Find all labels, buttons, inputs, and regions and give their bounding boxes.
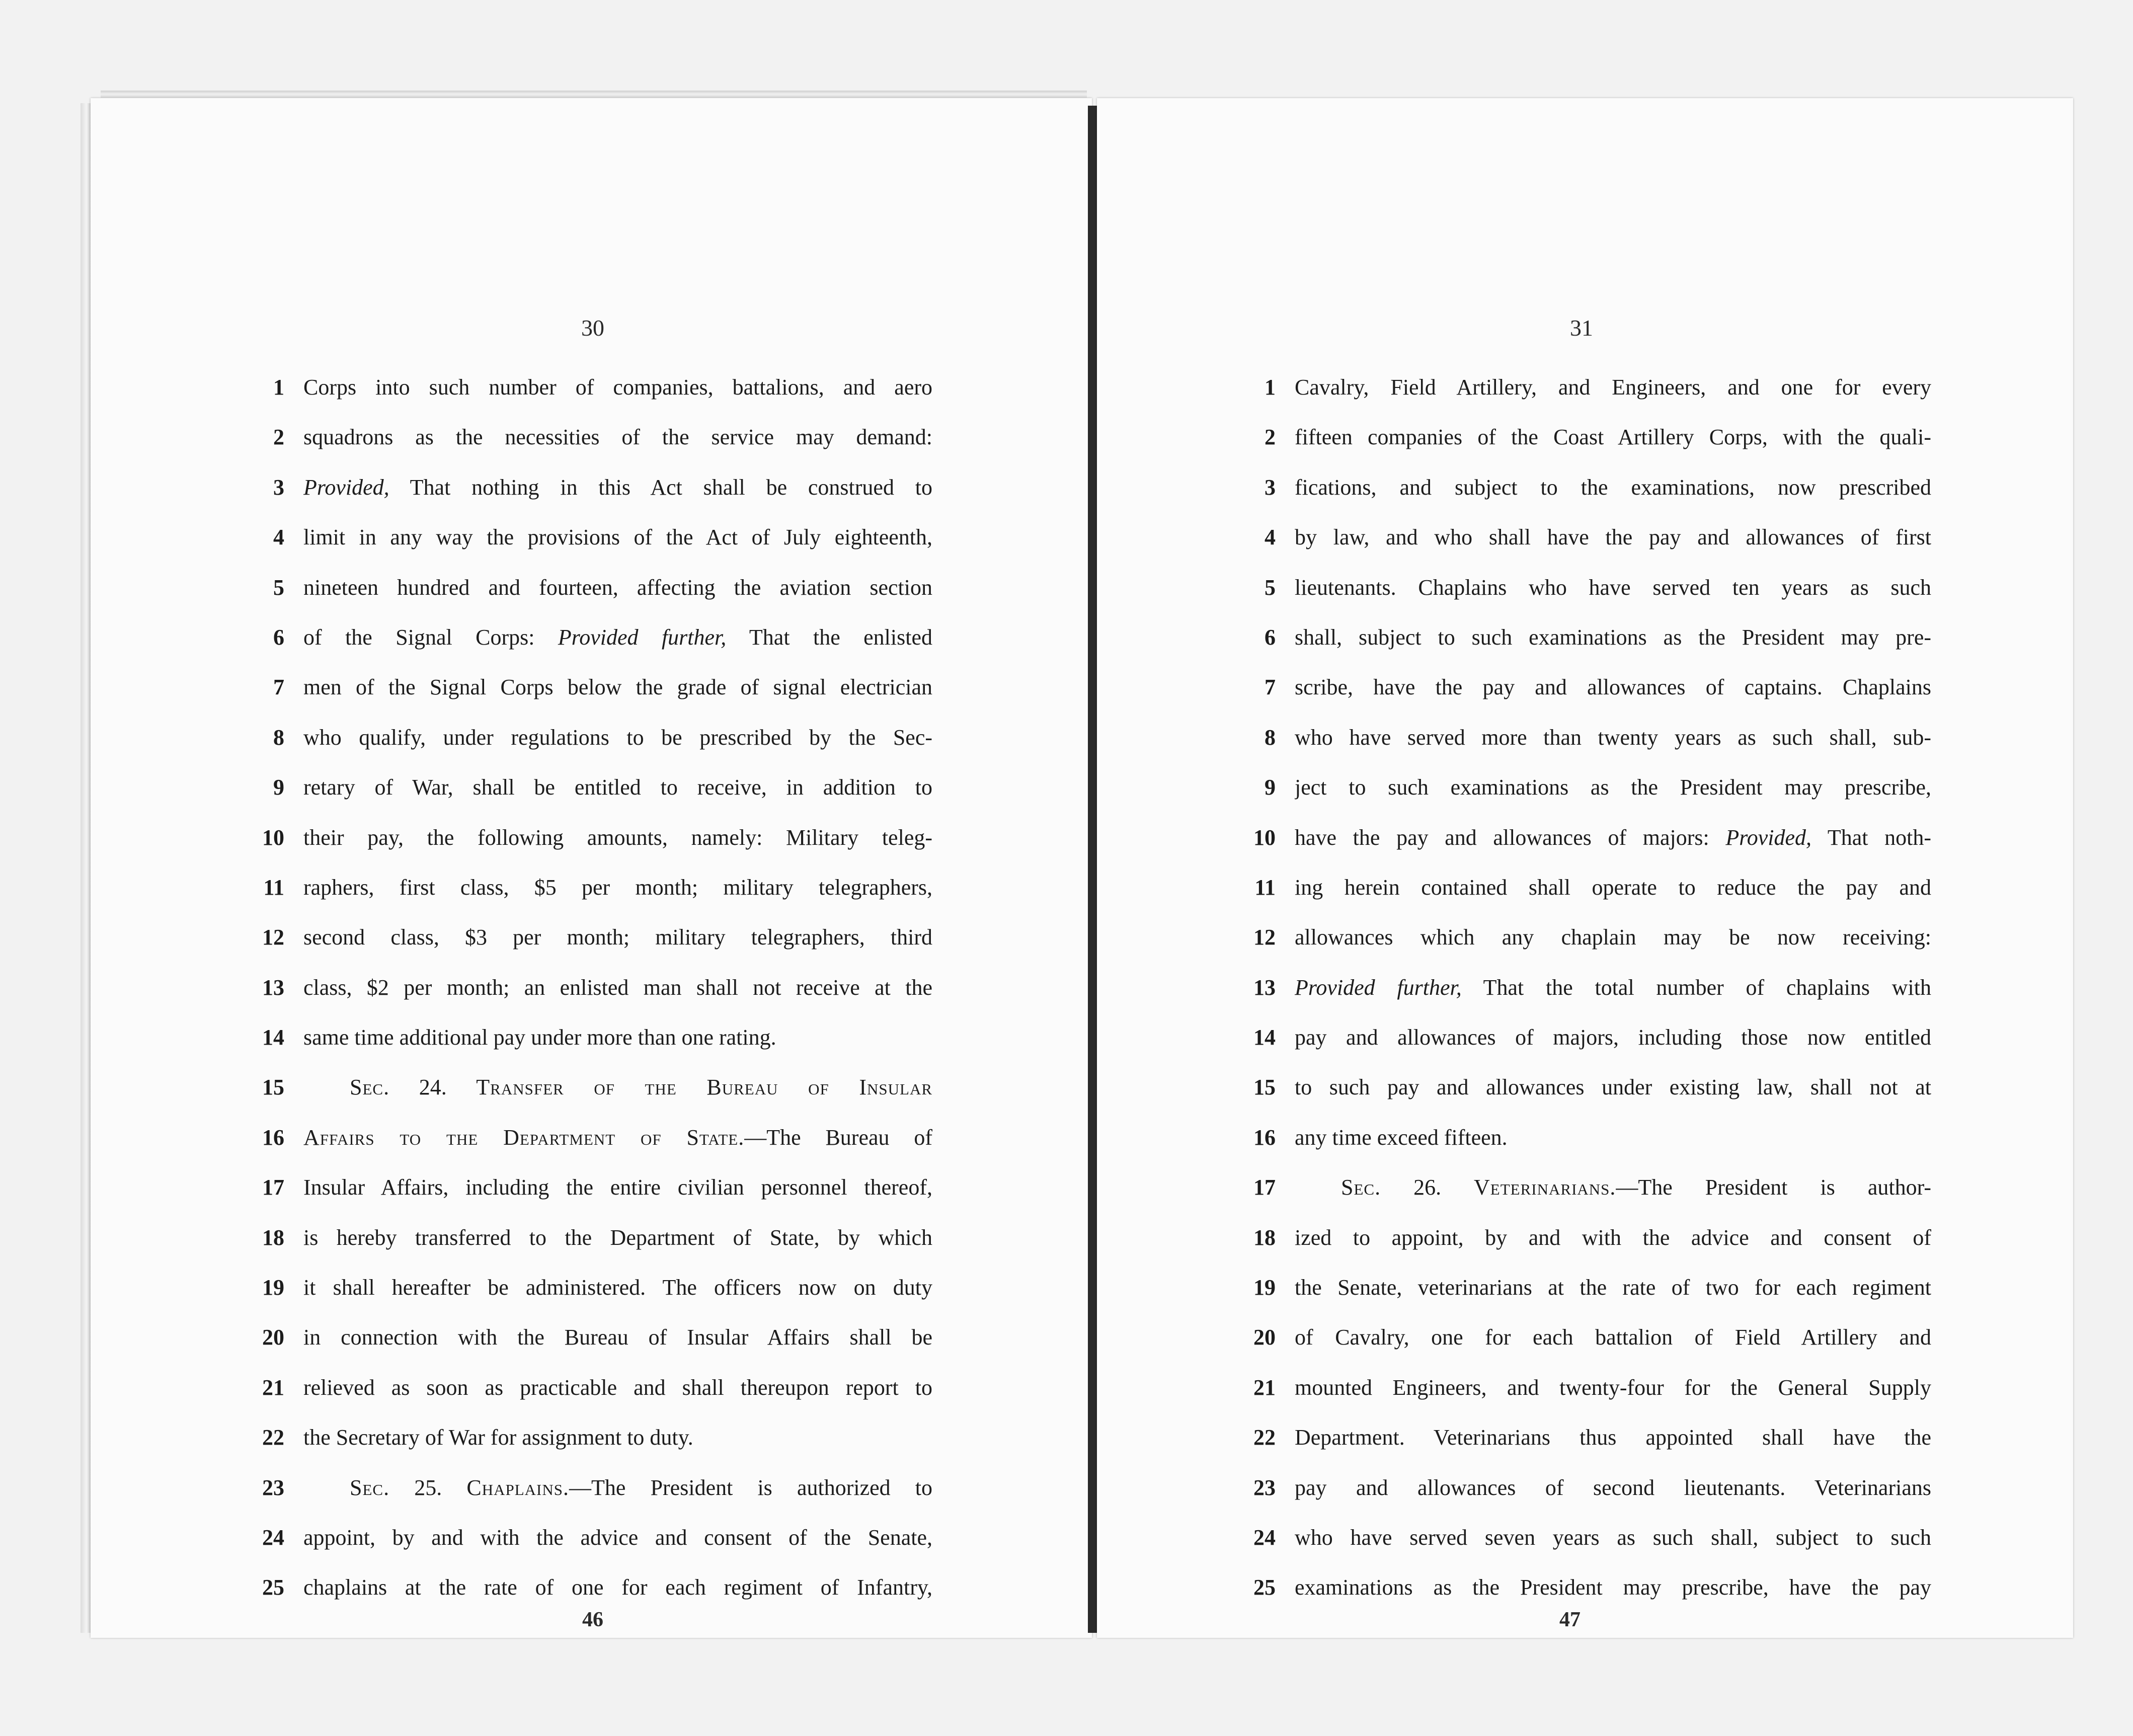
line-text: Department. Veterinarians thus appointed shall have the: [1295, 1425, 1931, 1450]
line-text: men of the Signal Corps below the grade of signal electrician: [303, 675, 932, 700]
line-text: appoint, by and with the advice and consent of the Senate,: [303, 1525, 932, 1550]
line-number: 15: [1253, 1075, 1276, 1100]
line-text: who have served seven years as such shall, subject to such: [1295, 1525, 1931, 1550]
line-text: the Senate, veterinarians at the rate of two for each regiment: [1295, 1275, 1931, 1300]
line-number: 17: [262, 1175, 284, 1200]
line-number: 9: [1265, 775, 1276, 800]
line-number: 19: [1253, 1275, 1276, 1300]
line-text: to such pay and allowances under existing law, shall not at: [1295, 1075, 1931, 1100]
line-text: fifteen companies of the Coast Artillery Corps, with the quali-: [1295, 425, 1931, 450]
line-text: Sec. 25. Chaplains.—The President is authorized to: [350, 1475, 932, 1500]
line-text: Insular Affairs, including the entire civilian personnel thereof,: [303, 1175, 932, 1200]
line-text: class, $2 per month; an enlisted man shall not receive at the: [303, 975, 932, 1000]
line-number: 3: [273, 475, 284, 500]
line-number: 4: [273, 525, 284, 550]
line-text: any time exceed fifteen.: [1295, 1125, 1508, 1150]
line-number: 25: [1253, 1575, 1276, 1600]
line-text: Provided, That nothing in this Act shall be construed to: [303, 475, 932, 500]
line-text: nineteen hundred and fourteen, affecting the aviation section: [303, 575, 932, 600]
line-number: 6: [1265, 624, 1276, 650]
line-text: in connection with the Bureau of Insular Affairs shall be: [303, 1325, 932, 1350]
line-text: of Cavalry, one for each battalion of Field Artillery and: [1295, 1325, 1931, 1350]
line-number: 20: [262, 1325, 284, 1350]
line-text: ject to such examinations as the President may prescribe,: [1295, 775, 1931, 800]
line-text: examinations as the President may prescribe, have the pay: [1295, 1575, 1931, 1600]
line-text: is hereby transferred to the Department of State, by which: [303, 1225, 932, 1250]
line-number: 3: [1265, 475, 1276, 500]
line-text: the Secretary of War for assignment to duty.: [303, 1425, 693, 1450]
line-number: 25: [262, 1575, 284, 1600]
page-top-edge: [101, 91, 1087, 98]
line-text: pay and allowances of majors, including those now entitled: [1295, 1025, 1931, 1050]
line-number: 12: [1253, 925, 1276, 950]
line-number: 18: [1253, 1225, 1276, 1250]
line-number: 5: [1265, 575, 1276, 600]
line-text: Affairs to the Department of State.—The Bureau of: [303, 1125, 932, 1150]
line-number: 17: [1253, 1175, 1276, 1200]
line-number: 5: [273, 575, 284, 600]
line-number: 18: [262, 1225, 284, 1250]
line-text: same time additional pay under more than one rating.: [303, 1025, 776, 1050]
line-text: relieved as soon as practicable and shall thereupon report to: [303, 1375, 932, 1400]
line-number: 10: [1253, 825, 1276, 850]
line-text: limit in any way the provisions of the Act of July eighteenth,: [303, 525, 932, 550]
line-number: 11: [1254, 875, 1276, 900]
line-number: 8: [273, 725, 284, 750]
line-text: pay and allowances of second lieutenants. Veterinarians: [1295, 1475, 1931, 1500]
line-number: 14: [262, 1025, 284, 1050]
line-text: Sec. 26. Veterinarians.—The President is author-: [1341, 1175, 1931, 1200]
line-text: Sec. 24. Transfer of the Bureau of Insular: [350, 1075, 932, 1100]
line-number: 22: [262, 1425, 284, 1450]
line-number: 9: [273, 775, 284, 800]
line-text: of the Signal Corps: Provided further, That the enlisted: [303, 624, 932, 650]
line-text: retary of War, shall be entitled to receive, in addition to: [303, 775, 932, 800]
line-number: 23: [1253, 1475, 1276, 1500]
line-number: 13: [262, 975, 284, 1000]
right-page: [1097, 98, 2073, 1638]
line-text: Cavalry, Field Artillery, and Engineers, and one for every: [1295, 375, 1931, 400]
line-text: lieutenants. Chaplains who have served ten years as such: [1295, 575, 1931, 600]
line-number: 21: [1253, 1375, 1276, 1400]
signature-mark: 47: [1559, 1608, 1581, 1631]
line-number: 4: [1265, 525, 1276, 550]
line-number: 19: [262, 1275, 284, 1300]
line-number: 13: [1253, 975, 1276, 1000]
line-number: 23: [262, 1475, 284, 1500]
line-number: 2: [273, 425, 284, 450]
line-text: who have served more than twenty years as such shall, sub-: [1295, 725, 1931, 750]
line-text: fications, and subject to the examinations, now prescribed: [1295, 475, 1931, 500]
line-text: ing herein contained shall operate to reduce the pay and: [1295, 875, 1931, 900]
line-text: who qualify, under regulations to be prescribed by the Sec-: [303, 725, 932, 750]
line-number: 6: [273, 624, 284, 650]
line-number: 24: [262, 1525, 284, 1550]
line-number: 24: [1253, 1525, 1276, 1550]
line-number: 21: [262, 1375, 284, 1400]
line-number: 20: [1253, 1325, 1276, 1350]
line-text: squadrons as the necessities of the service may demand:: [303, 425, 932, 450]
line-number: 22: [1253, 1425, 1276, 1450]
book-spine: [1088, 106, 1097, 1633]
left-page: [91, 98, 1092, 1638]
line-number: 16: [262, 1125, 284, 1150]
line-text: second class, $3 per month; military telegraphers, third: [303, 925, 932, 950]
line-number: 7: [273, 675, 284, 700]
line-number: 16: [1253, 1125, 1276, 1150]
page-number: 31: [1570, 315, 1593, 341]
line-number: 11: [263, 875, 284, 900]
line-number: 2: [1265, 425, 1276, 450]
line-number: 12: [262, 925, 284, 950]
line-number: 14: [1253, 1025, 1276, 1050]
line-text: allowances which any chaplain may be now receiving:: [1295, 925, 1931, 950]
line-text: have the pay and allowances of majors: Provided, That noth-: [1295, 825, 1931, 850]
line-number: 15: [262, 1075, 284, 1100]
line-text: mounted Engineers, and twenty-four for the General Supply: [1295, 1375, 1931, 1400]
page-number: 30: [581, 315, 604, 341]
line-text: their pay, the following amounts, namely: Military teleg-: [303, 825, 932, 850]
line-text: ized to appoint, by and with the advice and consent of: [1295, 1225, 1931, 1250]
line-text: Corps into such number of companies, battalions, and aero: [303, 375, 932, 400]
line-text: raphers, first class, $5 per month; military telegraphers,: [303, 875, 932, 900]
line-text: Provided further, That the total number of chaplains with: [1295, 975, 1931, 1000]
line-text: scribe, have the pay and allowances of captains. Chaplains: [1295, 675, 1931, 700]
line-text: shall, subject to such examinations as the President may pre-: [1295, 624, 1931, 650]
line-text: chaplains at the rate of one for each regiment of Infantry,: [303, 1575, 932, 1600]
signature-mark: 46: [582, 1608, 603, 1631]
line-number: 8: [1265, 725, 1276, 750]
line-number: 10: [262, 825, 284, 850]
line-number: 7: [1265, 675, 1276, 700]
line-number: 1: [273, 375, 284, 400]
line-number: 1: [1265, 375, 1276, 400]
line-text: by law, and who shall have the pay and allowances of first: [1295, 525, 1931, 550]
line-text: it shall hereafter be administered. The officers now on duty: [303, 1275, 932, 1300]
